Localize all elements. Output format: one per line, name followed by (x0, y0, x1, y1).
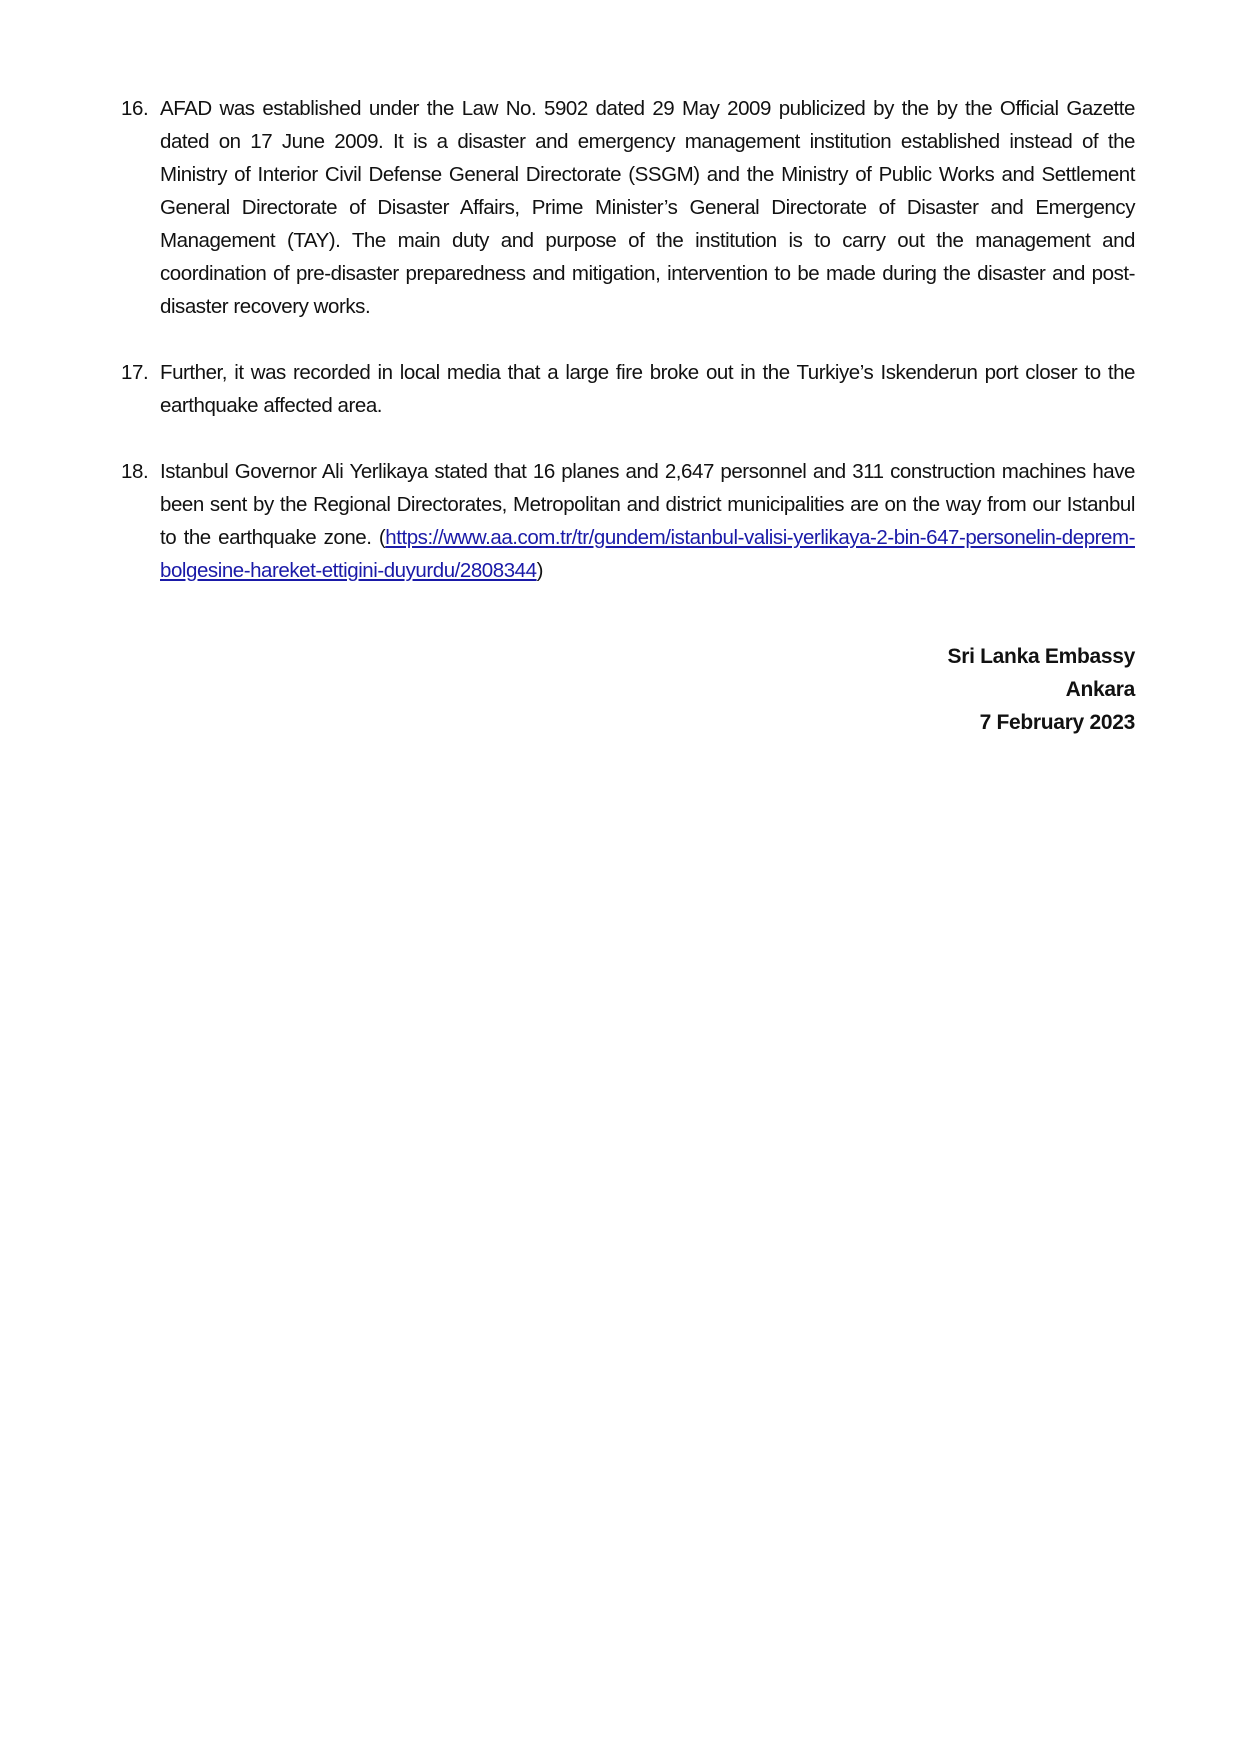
signature-date: 7 February 2023 (979, 711, 1135, 734)
item-text: Further, it was recorded in local media that a large fire broke out in the Turkiye’s Iskenderun port closer to the earthquake affected area. (160, 361, 1135, 417)
item-number: 18. (121, 460, 149, 483)
list-item-17 (121, 356, 1135, 422)
list-item-18 (121, 455, 1135, 587)
list-item-16 (121, 92, 1135, 323)
item-text-body: Istanbul Governor Ali Yerlikaya stated that 16 planes and 2,647 personnel and 311 construction machines have been sent by the Regional Directorates, Metropolitan and district municipalities are on the way from our Istanbul to the earthquake zone. ( (160, 460, 1135, 549)
item-number: 17. (121, 361, 149, 384)
signature-organization: Sri Lanka Embassy (947, 645, 1135, 668)
item-text: AFAD was established under the Law No. 5902 dated 29 May 2009 publicized by the by the Official Gazette dated on 17 June 2009. It is a disaster and emergency management institution established instead of the Ministry of Interior Civil Defense General Directorate (SSGM) and the Ministry of Public Works and Settlement General Directorate of Disaster Affairs, Prime Minister’s General Directorate of Disaster and Emergency Management (TAY). The main duty and purpose of the institution is to carry out the management and coordination of pre-disaster preparedness and mitigation, intervention to be made during the disaster and post-disaster recovery works. (160, 97, 1135, 318)
source-link[interactable]: https://www.aa.com.tr/tr/gundem/istanbul-valisi-yerlikaya-2-bin-647-personelin-deprem-bolgesine-hareket-ettigini-duyurdu/2808344 (160, 526, 1135, 582)
numbered-list (121, 92, 1135, 620)
item-text (160, 455, 1135, 587)
signature-block (948, 640, 1136, 739)
item-text-closing: ) (536, 559, 543, 582)
item-number: 16. (121, 97, 149, 120)
signature-city: Ankara (1065, 678, 1135, 701)
